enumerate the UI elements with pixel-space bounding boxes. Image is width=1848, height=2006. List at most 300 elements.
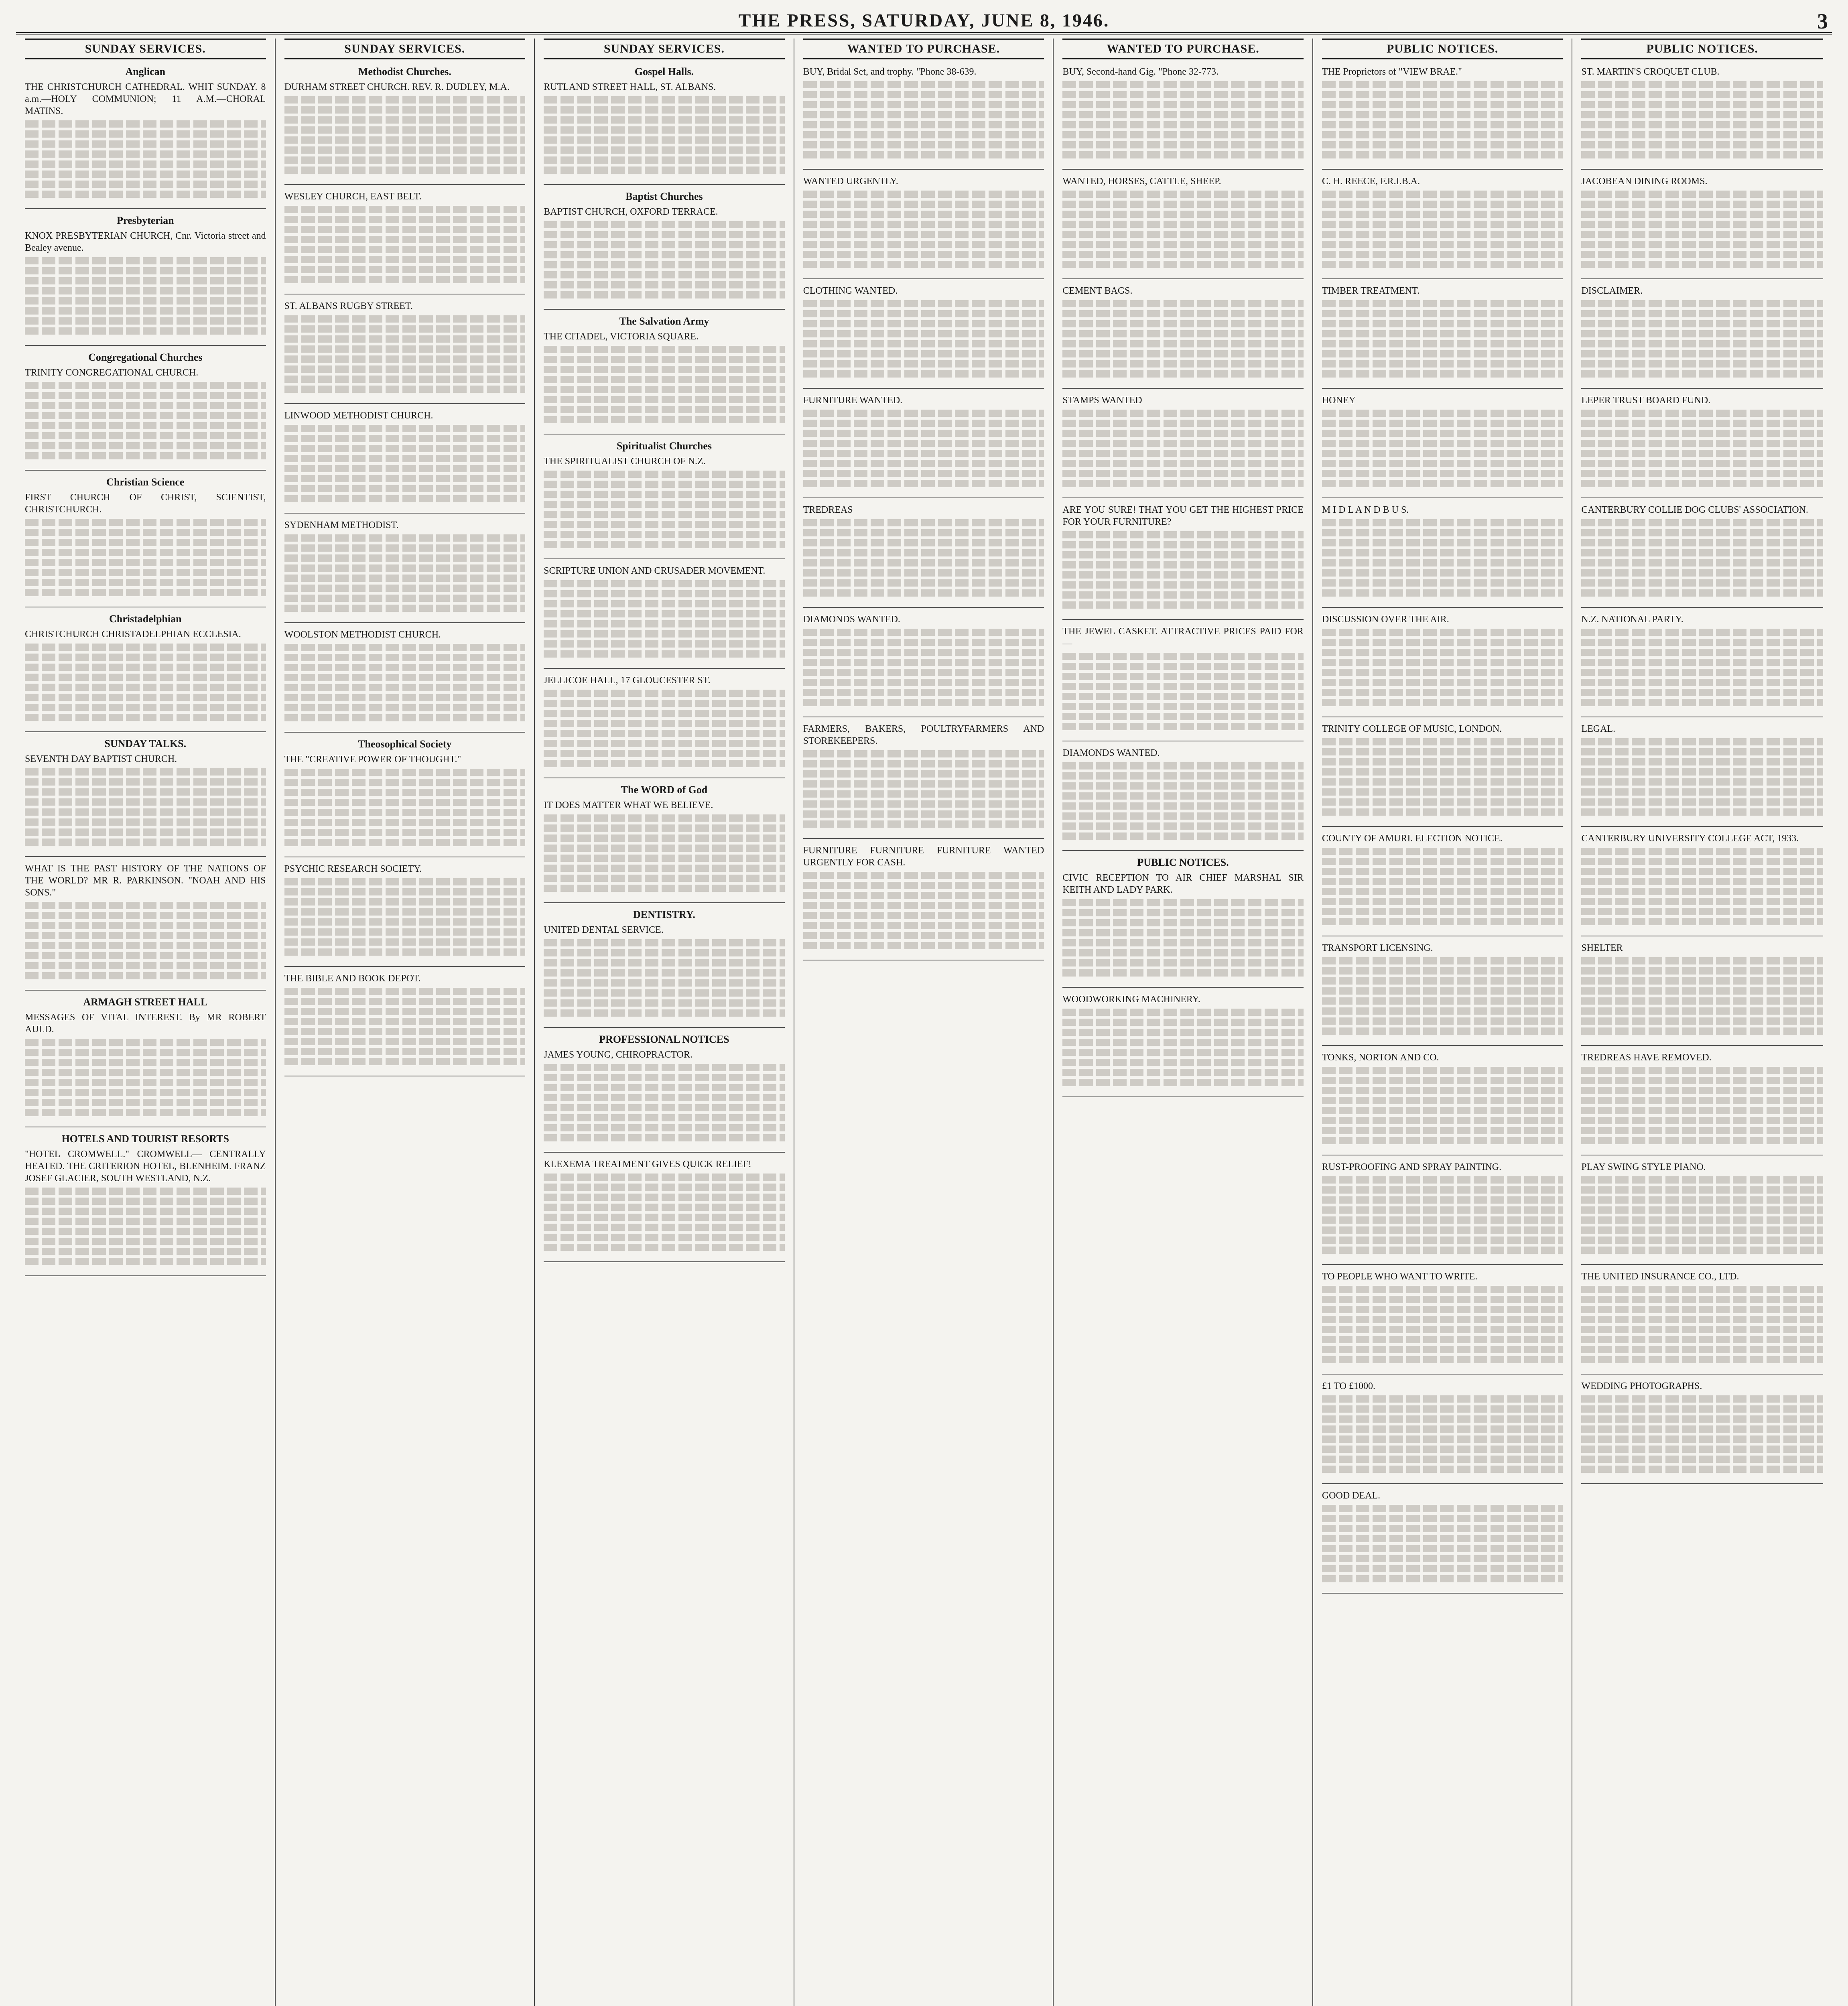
notice-text: WEDDING PHOTOGRAPHS.: [1581, 1381, 1702, 1391]
notice-block: [1322, 1052, 1563, 1144]
divider: [1322, 1045, 1563, 1046]
notice-heading: SUNDAY TALKS.: [104, 738, 187, 749]
print-filler: [25, 452, 266, 459]
print-filler: [25, 1069, 266, 1076]
print-filler: [284, 654, 526, 661]
print-filler: [284, 266, 526, 273]
divider: [1322, 388, 1563, 389]
print-filler: [1322, 1395, 1563, 1403]
print-filler: [284, 1028, 526, 1035]
print-filler: [284, 948, 526, 956]
print-filler: [25, 1208, 266, 1215]
print-filler: [1062, 601, 1304, 609]
print-filler: [1062, 191, 1304, 198]
divider: [1322, 169, 1563, 170]
print-filler: [1322, 898, 1563, 905]
print-filler: [284, 96, 526, 104]
print-filler: [1322, 231, 1563, 238]
notice-block: [1062, 504, 1304, 609]
notice-text: LEPER TRUST BOARD FUND.: [1581, 395, 1711, 406]
notice-block: [25, 863, 266, 979]
print-filler: [1581, 589, 1823, 597]
print-filler: [284, 1018, 526, 1025]
print-filler: [1581, 480, 1823, 487]
print-filler: [1062, 1079, 1304, 1086]
print-filler: [25, 402, 266, 409]
print-filler: [544, 855, 785, 862]
print-filler: [1062, 713, 1304, 720]
print-filler: [1322, 1356, 1563, 1363]
print-filler: [803, 882, 1044, 889]
print-filler: [284, 156, 526, 164]
print-filler: [803, 201, 1044, 208]
print-filler: [1581, 1336, 1823, 1343]
print-filler: [284, 455, 526, 462]
print-filler: [1062, 211, 1304, 218]
print-filler: [803, 350, 1044, 357]
notice-text: KNOX PRESBYTERIAN CHURCH, Cnr. Victoria street and Bealey avenue.: [25, 231, 266, 253]
print-filler: [544, 1124, 785, 1131]
notice-text: THE Proprietors of "VIEW BRAE.": [1322, 67, 1462, 77]
notice-block: [803, 845, 1044, 949]
notice-text: THE CHRISTCHURCH CATHEDRAL. WHIT SUNDAY. 8 a.m.—HOLY COMMUNION; 11 A.M.—CHORAL MATINS.: [25, 82, 266, 116]
print-filler: [25, 1099, 266, 1106]
notice-block: [1062, 747, 1304, 840]
print-filler: [25, 1059, 266, 1066]
print-filler: [25, 972, 266, 979]
column-heading: WANTED TO PURCHASE.: [803, 39, 1044, 59]
print-filler: [1581, 689, 1823, 696]
notice-block: [284, 738, 526, 846]
print-filler: [1581, 1425, 1823, 1433]
print-filler: [284, 325, 526, 333]
divider: [25, 208, 266, 209]
print-filler: [1322, 1515, 1563, 1522]
column-heading: PUBLIC NOTICES.: [1322, 39, 1563, 59]
print-filler: [544, 261, 785, 268]
print-filler: [1322, 1206, 1563, 1214]
print-filler: [1062, 653, 1304, 660]
print-filler: [1581, 131, 1823, 138]
print-filler: [1062, 551, 1304, 558]
print-filler: [803, 760, 1044, 767]
notice-block: [1581, 613, 1823, 706]
print-filler: [1322, 679, 1563, 686]
print-filler: [1062, 320, 1304, 327]
print-filler: [25, 1109, 266, 1116]
notice-text: TRINITY CONGREGATIONAL CHURCH.: [25, 367, 199, 378]
print-filler: [803, 241, 1044, 248]
print-filler: [803, 549, 1044, 556]
print-filler: [25, 644, 266, 651]
notice-text: PLAY SWING STYLE PIANO.: [1581, 1162, 1706, 1172]
print-filler: [1322, 1336, 1563, 1343]
print-filler: [1062, 300, 1304, 307]
print-filler: [1322, 1405, 1563, 1413]
print-filler: [1581, 1306, 1823, 1313]
print-filler: [1581, 768, 1823, 776]
notice-text: "HOTEL CROMWELL." CROMWELL— CENTRALLY HEATED. THE CRITERION HOTEL, BLENHEIM. FRANZ JOSEF GLACIER, SOUTH WESTLAND, N.Z.: [25, 1149, 266, 1184]
print-filler: [1581, 659, 1823, 666]
divider: [803, 497, 1044, 498]
notice-block: [25, 476, 266, 596]
print-filler: [1581, 211, 1823, 218]
print-filler: [1581, 1087, 1823, 1094]
print-filler: [1581, 1097, 1823, 1104]
print-filler: [1581, 1415, 1823, 1423]
print-filler: [1581, 141, 1823, 148]
print-filler: [1322, 1306, 1563, 1313]
print-filler: [25, 828, 266, 836]
divider: [1062, 169, 1304, 170]
print-filler: [544, 814, 785, 822]
print-filler: [1322, 141, 1563, 148]
print-filler: [803, 639, 1044, 646]
divider: [1581, 497, 1823, 498]
notice-text: COUNTY OF AMURI. ELECTION NOTICE.: [1322, 833, 1503, 844]
print-filler: [25, 932, 266, 939]
print-filler: [1062, 201, 1304, 208]
print-filler: [803, 659, 1044, 666]
print-filler: [25, 902, 266, 909]
notice-heading: Baptist Churches: [625, 191, 703, 202]
print-filler: [803, 902, 1044, 909]
print-filler: [284, 256, 526, 263]
print-filler: [1062, 1039, 1304, 1046]
print-filler: [544, 1234, 785, 1241]
notice-text: LINWOOD METHODIST CHURCH.: [284, 410, 433, 421]
print-filler: [1322, 868, 1563, 875]
print-filler: [284, 998, 526, 1005]
print-filler: [544, 845, 785, 852]
print-filler: [1322, 470, 1563, 477]
print-filler: [544, 291, 785, 298]
print-filler: [284, 704, 526, 711]
print-filler: [25, 704, 266, 711]
print-filler: [284, 544, 526, 552]
print-filler: [1062, 899, 1304, 906]
divider: [1581, 1045, 1823, 1046]
print-filler: [803, 101, 1044, 108]
divider: [1322, 1483, 1563, 1484]
print-filler: [25, 422, 266, 429]
print-filler: [1581, 1247, 1823, 1254]
print-filler: [1581, 559, 1823, 566]
print-filler: [1581, 977, 1823, 985]
print-filler: [1581, 1117, 1823, 1124]
print-filler: [1581, 1107, 1823, 1114]
print-filler: [1322, 699, 1563, 706]
print-filler: [1322, 1186, 1563, 1194]
print-filler: [25, 442, 266, 449]
print-filler: [544, 690, 785, 697]
print-filler: [25, 519, 266, 526]
print-filler: [803, 800, 1044, 808]
print-filler: [803, 579, 1044, 587]
print-filler: [25, 1228, 266, 1235]
print-filler: [284, 769, 526, 776]
print-filler: [1062, 581, 1304, 589]
print-filler: [25, 788, 266, 796]
print-filler: [284, 126, 526, 134]
print-filler: [284, 136, 526, 144]
print-filler: [284, 829, 526, 836]
print-filler: [25, 654, 266, 661]
print-filler: [25, 569, 266, 576]
notice-text: STAMPS WANTED: [1062, 395, 1142, 406]
divider: [544, 558, 785, 559]
print-filler: [544, 166, 785, 174]
notice-text: SCRIPTURE UNION AND CRUSADER MOVEMENT.: [544, 566, 766, 576]
notice-block: [1322, 285, 1563, 378]
notice-text: CHRISTCHURCH CHRISTADELPHIAN ECCLESIA.: [25, 629, 241, 640]
print-filler: [544, 1134, 785, 1141]
print-filler: [544, 710, 785, 717]
print-filler: [544, 730, 785, 737]
notice-heading: Anglican: [125, 66, 166, 77]
print-filler: [1322, 1077, 1563, 1084]
print-filler: [1581, 997, 1823, 1005]
notice-text: DURHAM STREET CHURCH. REV. R. DUDLEY, M.A.: [284, 82, 510, 92]
print-filler: [544, 156, 785, 164]
print-filler: [284, 988, 526, 995]
divider: [25, 990, 266, 991]
print-filler: [1322, 410, 1563, 417]
print-filler: [1062, 241, 1304, 248]
notice-block: [25, 996, 266, 1116]
print-filler: [1062, 91, 1304, 98]
print-filler: [284, 495, 526, 502]
print-filler: [1581, 858, 1823, 865]
notice-heading: Gospel Halls.: [634, 66, 694, 77]
print-filler: [544, 580, 785, 587]
print-filler: [1581, 201, 1823, 208]
notice-block: [1322, 723, 1563, 816]
notice-block: [284, 300, 526, 393]
notice-block: [544, 674, 785, 767]
print-filler: [1322, 370, 1563, 378]
print-filler: [1062, 310, 1304, 317]
column-heading: WANTED TO PURCHASE.: [1062, 39, 1304, 59]
print-filler: [803, 360, 1044, 367]
print-filler: [803, 310, 1044, 317]
print-filler: [1581, 798, 1823, 806]
print-filler: [803, 221, 1044, 228]
print-filler: [803, 679, 1044, 686]
print-filler: [284, 819, 526, 826]
print-filler: [25, 1238, 266, 1245]
notice-text: TRANSPORT LICENSING.: [1322, 943, 1433, 953]
print-filler: [25, 191, 266, 198]
print-filler: [284, 365, 526, 373]
print-filler: [25, 317, 266, 325]
print-filler: [1322, 201, 1563, 208]
print-filler: [1062, 929, 1304, 936]
print-filler: [1062, 360, 1304, 367]
print-filler: [1322, 629, 1563, 636]
print-filler: [544, 610, 785, 617]
notice-block: [1322, 394, 1563, 487]
print-filler: [1581, 649, 1823, 656]
print-filler: [1581, 1017, 1823, 1025]
divider: [1062, 987, 1304, 988]
print-filler: [544, 96, 785, 104]
print-filler: [1581, 1296, 1823, 1303]
print-filler: [803, 780, 1044, 788]
print-filler: [803, 810, 1044, 818]
print-filler: [1581, 957, 1823, 964]
print-filler: [25, 589, 266, 596]
print-filler: [544, 241, 785, 248]
divider: [284, 403, 526, 404]
print-filler: [803, 629, 1044, 636]
column: [1572, 39, 1832, 2006]
notice-block: [1062, 857, 1304, 977]
notice-block: [544, 66, 785, 174]
print-filler: [25, 327, 266, 335]
print-filler: [544, 386, 785, 393]
notice-block: [284, 973, 526, 1065]
print-filler: [544, 356, 785, 363]
print-filler: [1322, 1067, 1563, 1074]
notice-text: THE UNITED INSURANCE CO., LTD.: [1581, 1271, 1739, 1282]
print-filler: [544, 1244, 785, 1251]
print-filler: [1322, 858, 1563, 865]
notice-block: [544, 1033, 785, 1141]
print-filler: [1062, 261, 1304, 268]
print-filler: [1322, 221, 1563, 228]
print-filler: [1581, 699, 1823, 706]
print-filler: [1581, 221, 1823, 228]
print-filler: [284, 226, 526, 233]
print-filler: [25, 808, 266, 816]
print-filler: [544, 959, 785, 966]
print-filler: [284, 779, 526, 786]
print-filler: [544, 949, 785, 956]
print-filler: [1062, 693, 1304, 700]
print-filler: [25, 962, 266, 969]
print-filler: [1322, 1097, 1563, 1104]
notice-block: [1322, 66, 1563, 158]
notice-text: M I D L A N D B U S.: [1322, 505, 1409, 515]
print-filler: [1581, 629, 1823, 636]
print-filler: [1062, 450, 1304, 457]
notice-text: WANTED, HORSES, CATTLE, SHEEP.: [1062, 176, 1221, 187]
print-filler: [1322, 1296, 1563, 1303]
print-filler: [1062, 221, 1304, 228]
print-filler: [1062, 350, 1304, 357]
print-filler: [544, 700, 785, 707]
notice-text: UNITED DENTAL SERVICE.: [544, 925, 664, 935]
print-filler: [544, 281, 785, 288]
print-filler: [803, 559, 1044, 566]
print-filler: [1322, 788, 1563, 796]
notice-text: BAPTIST CHURCH, OXFORD TERRACE.: [544, 207, 718, 217]
print-filler: [1062, 251, 1304, 258]
notice-block: [1322, 504, 1563, 597]
notice-block: [803, 613, 1044, 706]
notice-text: FURNITURE WANTED.: [803, 395, 903, 406]
print-filler: [1322, 1555, 1563, 1562]
print-filler: [1322, 1316, 1563, 1323]
print-filler: [25, 539, 266, 546]
print-filler: [1581, 888, 1823, 895]
notice-text: GOOD DEAL.: [1322, 1490, 1381, 1501]
notice-block: [25, 738, 266, 846]
divider: [803, 278, 1044, 279]
print-filler: [1322, 1247, 1563, 1254]
print-filler: [1581, 1316, 1823, 1323]
divider: [1322, 1264, 1563, 1265]
notice-heading: Presbyterian: [117, 215, 174, 226]
print-filler: [284, 908, 526, 916]
print-filler: [1581, 420, 1823, 427]
print-filler: [544, 501, 785, 508]
print-filler: [544, 590, 785, 597]
print-filler: [1322, 758, 1563, 765]
page-number: 3: [1817, 9, 1828, 33]
print-filler: [1322, 669, 1563, 676]
notice-block: [1322, 1490, 1563, 1582]
print-filler: [1581, 868, 1823, 875]
print-filler: [284, 789, 526, 796]
print-filler: [803, 320, 1044, 327]
print-filler: [1062, 723, 1304, 730]
print-filler: [1322, 1216, 1563, 1224]
notice-block: [1322, 942, 1563, 1035]
print-filler: [1062, 802, 1304, 810]
print-filler: [1581, 261, 1823, 268]
print-filler: [803, 932, 1044, 939]
column-heading: SUNDAY SERVICES.: [284, 39, 526, 59]
print-filler: [284, 674, 526, 681]
newspaper-title: THE PRESS, SATURDAY, JUNE 8, 1946.: [738, 10, 1110, 30]
print-filler: [1581, 1326, 1823, 1333]
print-filler: [1581, 848, 1823, 855]
column: [1313, 39, 1573, 2006]
print-filler: [544, 979, 785, 987]
print-filler: [1322, 1017, 1563, 1025]
notice-text: JACOBEAN DINING ROOMS.: [1581, 176, 1708, 187]
print-filler: [1581, 758, 1823, 765]
print-filler: [803, 261, 1044, 268]
notice-block: [803, 66, 1044, 158]
print-filler: [544, 1104, 785, 1111]
print-filler: [544, 471, 785, 478]
print-filler: [25, 529, 266, 536]
print-filler: [1581, 669, 1823, 676]
print-filler: [1322, 330, 1563, 337]
notice-block: [1581, 285, 1823, 378]
print-filler: [1322, 131, 1563, 138]
print-filler: [544, 116, 785, 124]
divider: [1322, 607, 1563, 608]
notice-heading: Christian Science: [106, 476, 185, 488]
notice-heading: Christadelphian: [109, 613, 182, 625]
notice-block: [1581, 1271, 1823, 1363]
notice-text: MESSAGES OF VITAL INTEREST. By MR ROBERT AULD.: [25, 1012, 266, 1035]
print-filler: [1581, 1395, 1823, 1403]
notice-block: [284, 629, 526, 721]
print-filler: [803, 131, 1044, 138]
print-filler: [284, 554, 526, 562]
divider: [1581, 169, 1823, 170]
divider: [544, 1152, 785, 1153]
divider: [284, 513, 526, 514]
print-filler: [1322, 977, 1563, 985]
print-filler: [1062, 673, 1304, 680]
divider: [544, 1261, 785, 1262]
